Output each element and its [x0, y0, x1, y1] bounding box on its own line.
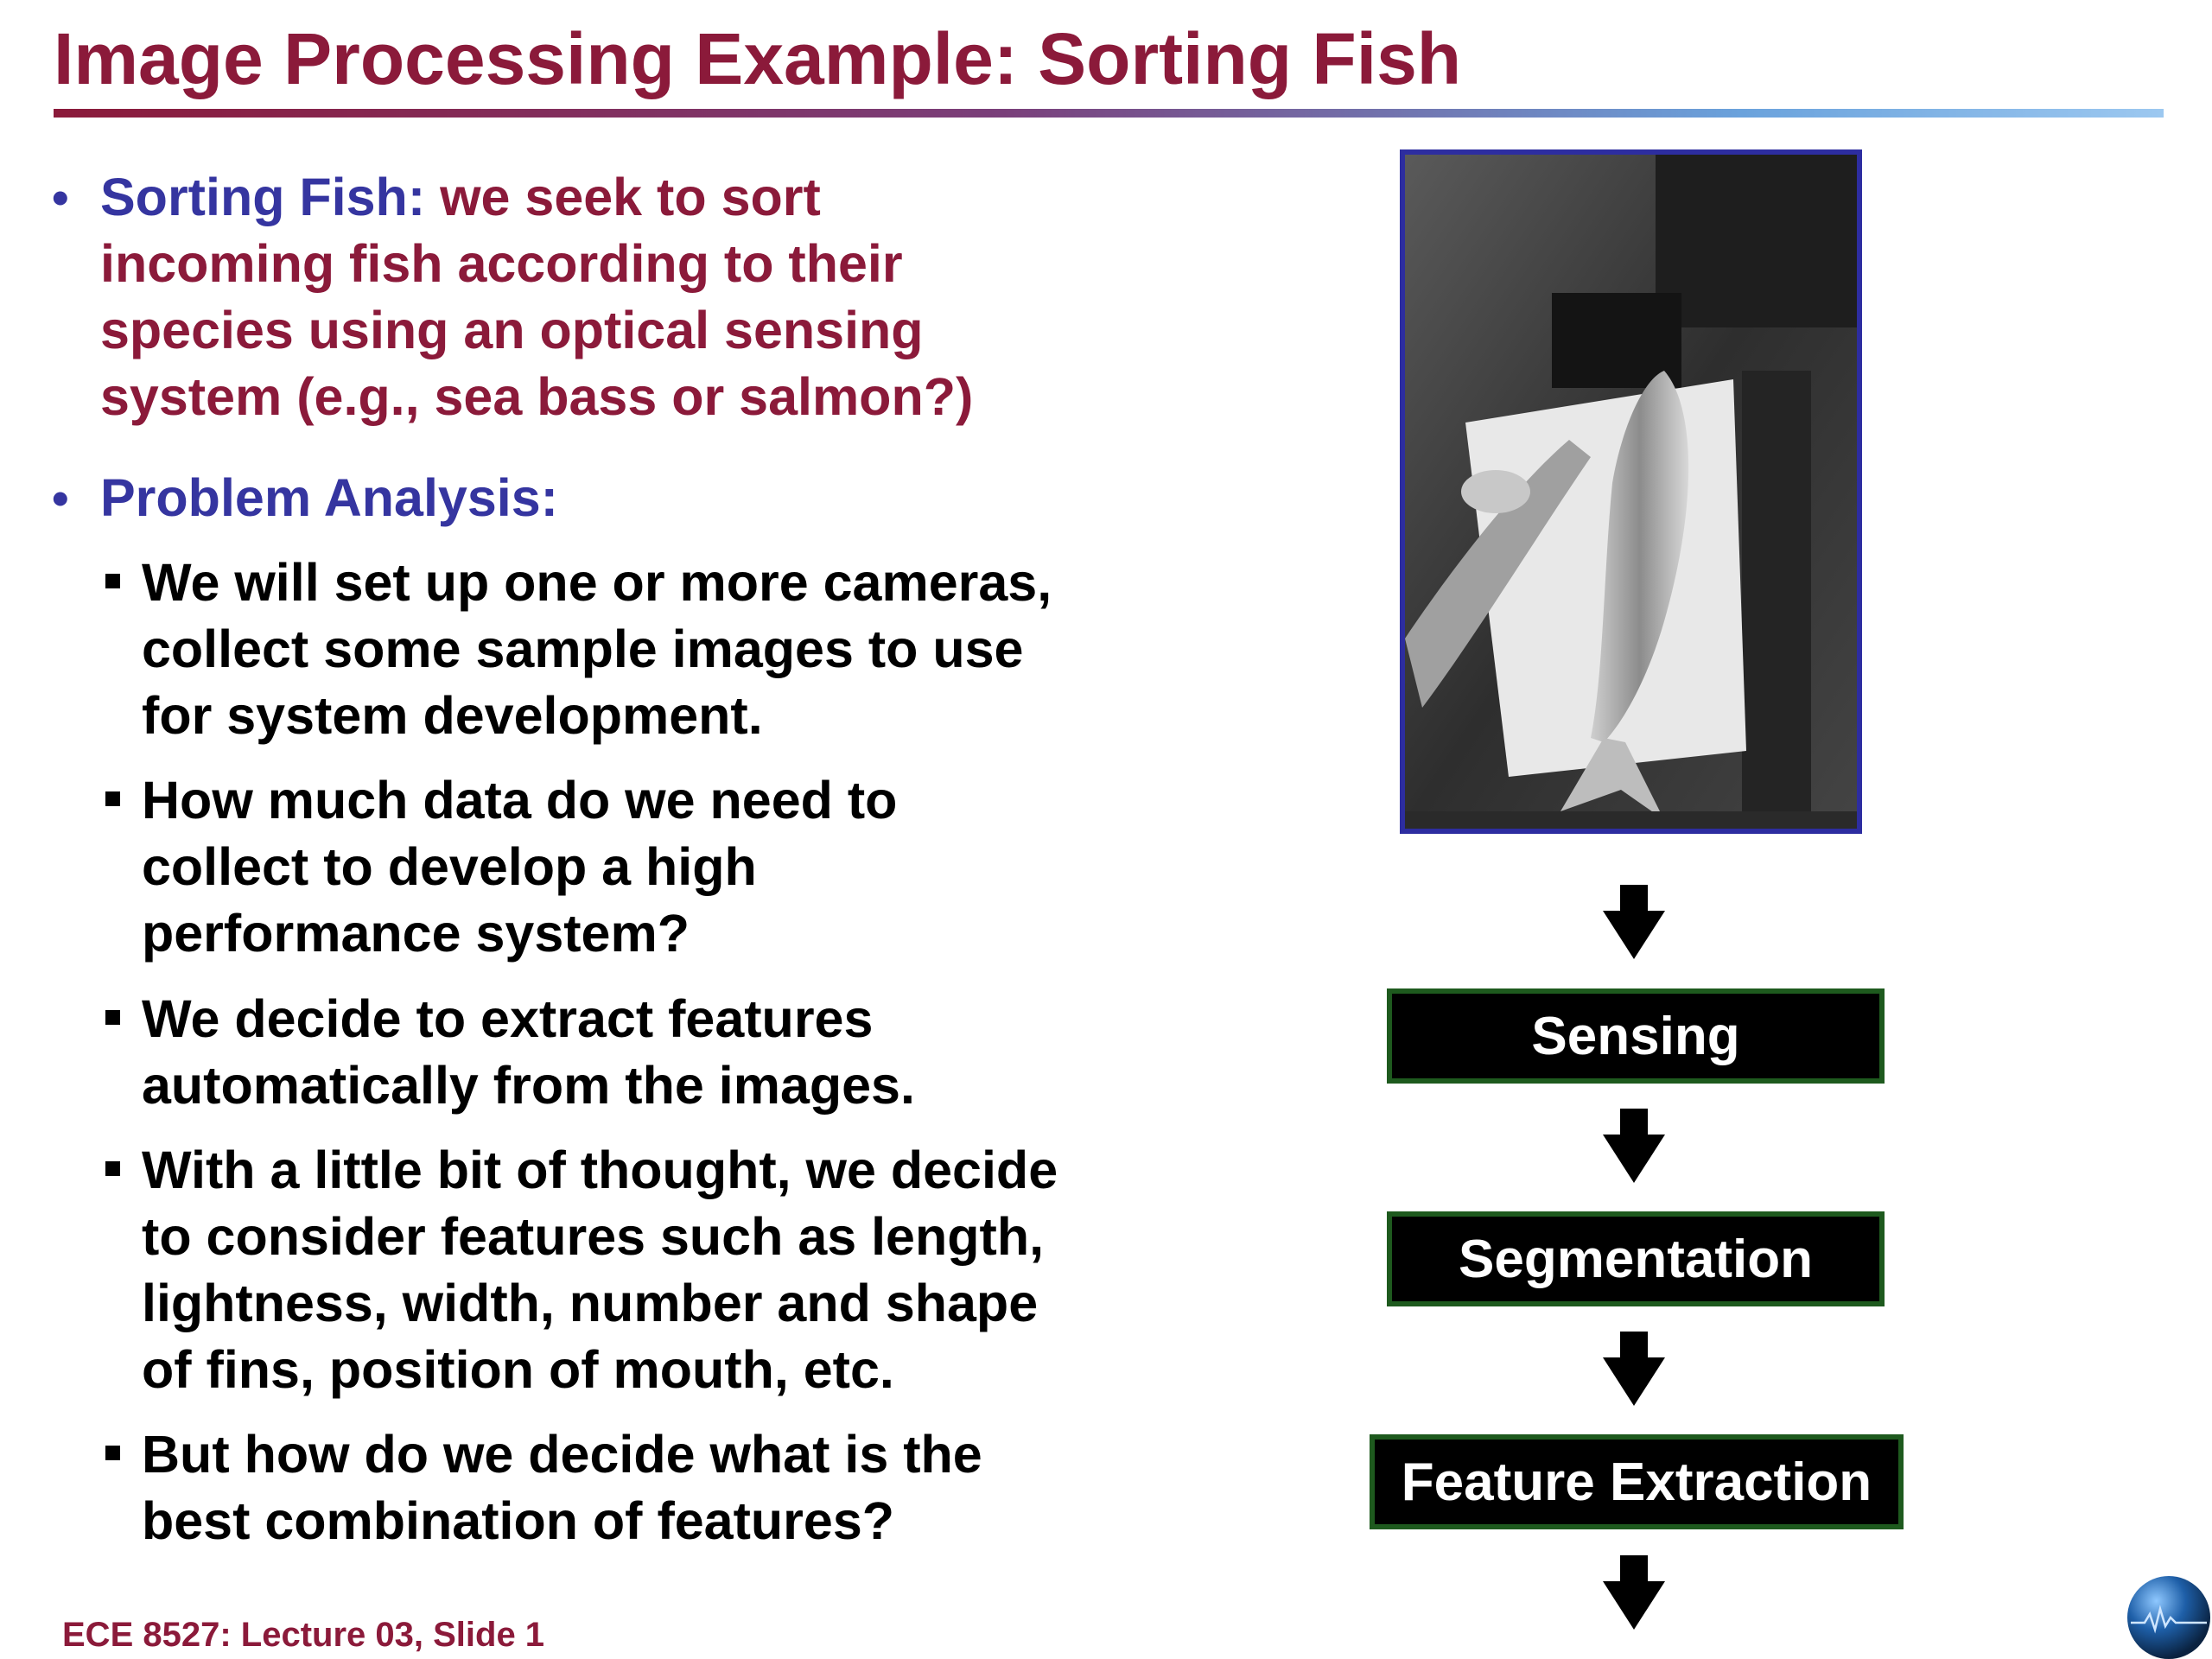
sub-bullet-line: to consider features such as length,: [142, 1207, 1045, 1266]
sub-bullet-line: collect some sample images to use: [142, 620, 1024, 678]
bullet-text-line: system (e.g., sea bass or salmon?): [100, 367, 974, 426]
sub-bullet-line: But how do we decide what is the: [142, 1425, 982, 1484]
down-arrow-icon: [1603, 1332, 1665, 1406]
sub-bullet-line: lightness, width, number and shape: [142, 1274, 1039, 1332]
bullet-text-line: we seek to sort: [425, 168, 821, 226]
flow-step-feature-extraction: Feature Extraction: [1370, 1434, 1904, 1529]
sub-bullet-line: of fins, position of mouth, etc.: [142, 1340, 894, 1399]
bullet-dot: •: [52, 471, 69, 525]
sub-bullet-features: [102, 986, 915, 1119]
title-underline: [54, 109, 2164, 118]
sub-bullet-line: We decide to extract features: [142, 989, 874, 1048]
square-bullet-icon: [102, 986, 142, 1119]
sub-bullet-line: collect to develop a high: [142, 837, 757, 896]
square-bullet-icon: [102, 767, 142, 967]
sub-bullet-line: best combination of features?: [142, 1491, 895, 1550]
sub-bullet-data: [102, 767, 897, 967]
sub-bullet-line: We will set up one or more cameras,: [142, 553, 1052, 612]
bullet-label: Problem Analysis:: [100, 468, 558, 527]
fish-photo: [1400, 149, 1862, 834]
square-bullet-icon: [102, 1137, 142, 1403]
down-arrow-icon: [1603, 1555, 1665, 1630]
sub-bullet-line: automatically from the images.: [142, 1056, 915, 1115]
down-arrow-icon: [1603, 1109, 1665, 1183]
slide-title: Image Processing Example: Sorting Fish: [54, 18, 1462, 99]
sub-bullet-cameras: [102, 550, 1052, 749]
bullet-text-line: species using an optical sensing: [100, 301, 924, 359]
square-bullet-icon: [102, 550, 142, 749]
flow-step-segmentation: Segmentation: [1387, 1211, 1885, 1306]
slide-footer: ECE 8527: Lecture 03, Slide 1: [62, 1616, 545, 1654]
fish-photo-image: [1405, 155, 1857, 829]
sub-bullet-thought: [102, 1137, 1058, 1403]
sub-bullet-line: for system development.: [142, 686, 763, 745]
sub-bullet-line: performance system?: [142, 904, 690, 963]
flow-step-sensing: Sensing: [1387, 988, 1885, 1084]
bullet-problem-analysis: [52, 465, 558, 531]
sub-bullet-line: With a little bit of thought, we decide: [142, 1141, 1058, 1199]
square-bullet-icon: [102, 1421, 142, 1554]
down-arrow-icon: [1603, 885, 1665, 959]
sub-bullet-combination: [102, 1421, 982, 1554]
bullet-text-line: incoming fish according to their: [100, 234, 903, 293]
globe-logo-icon: [2126, 1574, 2212, 1659]
bullet-label: Sorting Fish:: [100, 168, 426, 226]
sub-bullet-line: How much data do we need to: [142, 771, 898, 830]
bullet-dot: •: [52, 170, 69, 225]
bullet-sorting-fish: [52, 164, 973, 430]
